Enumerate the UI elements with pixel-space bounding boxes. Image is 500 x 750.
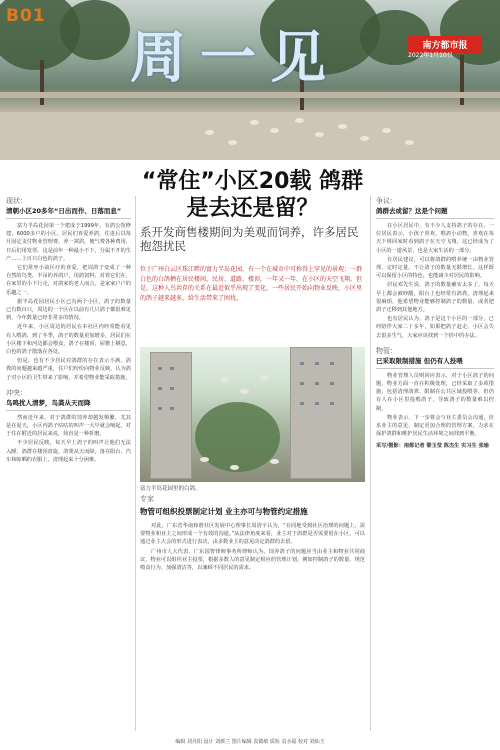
column-rule (370, 196, 371, 731)
divider (6, 218, 131, 219)
footer-credits: 编辑 刘丹阳 设计 刘颜兰 图片编辑 袁微敏 质检 袁水福 校对 刘仙玉 (175, 739, 325, 745)
paragraph: 物业管理人员则回应表示，对于小区鸽子的问题，物业方面一直在积极处理，已经采取了多项措施，包括清理鸽粪、限制在公共区域投喂等，但仍有人在小区里投喂鸽子，导致鸽子的数量难以控制。 (376, 372, 494, 412)
paragraph: 近年来，小区周边的居民在本社区内经常能看见有人喂鸽，到了冬季，鸽子的数量更加增多，居民们在小区楼下和河边都会喂食，鸽子在楼顶、屋檐上栖息，白色的鸽子散落在各处。 (6, 324, 131, 356)
paragraph: 它们常坐小前区疗的喜爱，把周鸽子变成了一种自然的鸟类。半吊的养鸽户，用鸽饲料，对着它们在，在家里的小下行走，对鸽家的老人而言，是家家户户的乐趣之一。 (6, 265, 131, 296)
brand-logo: 南方都市报 (408, 36, 482, 53)
management-body (376, 372, 494, 439)
section-kicker: 现状： (6, 197, 27, 205)
paragraph: 富力半岛花园第一个建成于1999年，有鸽公馆修建，6000多户的小区。居民们喜爱养鸽，住进后以每月固定支付物业管理费，养一窝鸽，便气费各种费用，日后们用发票。这是前年一种最小不下，分属不开的生产……上百只白色的鸽子。 (6, 223, 131, 262)
section-title-status: 清朝小区20多年“日出而作、日落而息” (6, 207, 122, 215)
section-title: 周一见 (130, 26, 340, 91)
divider (376, 218, 494, 219)
article-photo (140, 347, 365, 482)
lead-paragraph: 位于广州白云区珠江畔的富力半岛花园，有一个在城市中可称得上罕见的景观：一群白色的白鸽栖在居民楼间，民居、道路、楼顶，一年又一年，在小区的天空飞翔。但是，这种人鸟共存的关系在最近似乎出现了变化，一些居民开始向物业反映，小区里的鸽子越来越多，给生活带来了困扰。 (140, 266, 363, 302)
divider (376, 368, 494, 369)
issue-date: 2022年1月10日 (408, 52, 453, 59)
photo-caption: 富力半岛花园里的白鸽。 (140, 486, 201, 492)
status-body (6, 222, 131, 382)
expert-body (140, 522, 365, 573)
paragraph: 物业表示，下一步将会与业主委员会沟通，征求业主的意见，制定更加合理的管理方案，力求在保护鸽群和维护居民生活环境之间找到平衡。 (376, 414, 494, 438)
expert-title: 物管可组织投票制定计划 业主亦可与物管约定措施 (140, 507, 308, 516)
byline: 采写/摄影：南都记者 黎玉莹 陈杰生 实习生 张瑜 (376, 443, 489, 450)
section-title-management: 已采取限制措施 但仍有人投喂 (376, 356, 463, 365)
paragraph: 对此，广东省华南和谐社区发展中心理事长周清宇认为，“在同地受到社区治理的问题上，需要物业和业主之间形成一个有效的沟通。”从法律角度来看，业主对于鸽群是否需要留在小区，可以通过业主大会的形式进行表决，由多数业主的意见决定鸽群的去留。 (140, 523, 365, 546)
expert-kicker: 专家 (140, 495, 154, 503)
paragraph: 但是，也有不少居民对鸽群的存在表示不满，鸽粪的问题越来越严重，住户们纷纷向物业反映，认为鸽子对小区的卫生带来了影响，并希望物业能采取措施。 (6, 358, 131, 381)
paragraph: 也有居民认为，鸽子是这个小区的一部分，已经陪伴大家二十多年，如果把鸽子赶走，小区会失去很多生气，大家应该找到一个折中的办法。 (376, 316, 494, 339)
divider (6, 410, 131, 411)
paragraph: 广州市人大代表、广东国智律师事务所律师认为，饲养鸽子的问题应当由业主和物业共同商议，物业可以组织业主投票，根据多数人的意见制定相应的管理计划，例如控制鸽子的数量、规范喂食行为、加强清洁等，以兼顾不同居民的需求。 (140, 548, 365, 572)
section-kicker: 冲突： (6, 388, 27, 397)
right-column (376, 196, 494, 451)
left-column (6, 196, 131, 465)
paragraph: 有居民建议，可以将鸽群的喂养统一由物业管理，定时定量，不让鸽子的数量无限增长。这样既可以保留小区的特色，也能减少对居民的影响。 (376, 256, 494, 280)
headline: “常住”小区20载 鸽群是去还是留？ (141, 169, 364, 221)
paragraph: 不少居民反映，每天早上鸽子的叫声让他们无法入睡，鸽群在楼顶盘旋，鸽粪从天而降，落在阳台、汽车和晾晒的衣服上，清理起来十分困难。 (6, 440, 131, 463)
paragraph: 居民邓先生说，鸽子的数量确实太多了，每天早上都会被吵醒，阳台上也经常有鸽粪，清理起来很麻烦，他希望物业能够控制鸽子的数量，或者把鸽子迁移到其他地方。 (376, 282, 494, 314)
conflict-body (6, 414, 131, 464)
dispute-body (376, 222, 494, 340)
page-number: B01 (6, 6, 46, 26)
section-kicker: 争议： (376, 197, 397, 205)
paragraph: 然而近年来，对于鸽群的饲养却越发频繁，尤其是在夏天，小区内鸽子咕咕的叫声一大早就会响起，对于住在附近的居民来说，简直是一种折磨。 (6, 414, 131, 438)
column-rule (135, 196, 136, 731)
paragraph: 据半岛花园居民小区已有两个小区，鸽子的数量已有数百只，周边的一个区在以前有几只鸽子都很难见到，今年数量已经非常多的情况。 (6, 298, 131, 322)
section-kicker: 物管： (376, 346, 397, 355)
paragraph: 在小区居民中，有不少人支持鸽子的存在。一位居民表示，小孩子喜欢，喂鸽小动物，喜欢在每天下班回家时看到鸽子在天空飞翔，这已经成为了小区的一道风景，也是大家生活的一部分。 (376, 223, 494, 254)
section-title-conflict: 鸟鸣扰人清梦，鸟粪从天而降 (6, 398, 91, 407)
section-title-dispute: 鸽群去或留？这是个问题 (376, 207, 448, 215)
subheadline: 系开发商售楼期间为美观而饲养，许多居民抱怨扰民 (140, 225, 359, 253)
